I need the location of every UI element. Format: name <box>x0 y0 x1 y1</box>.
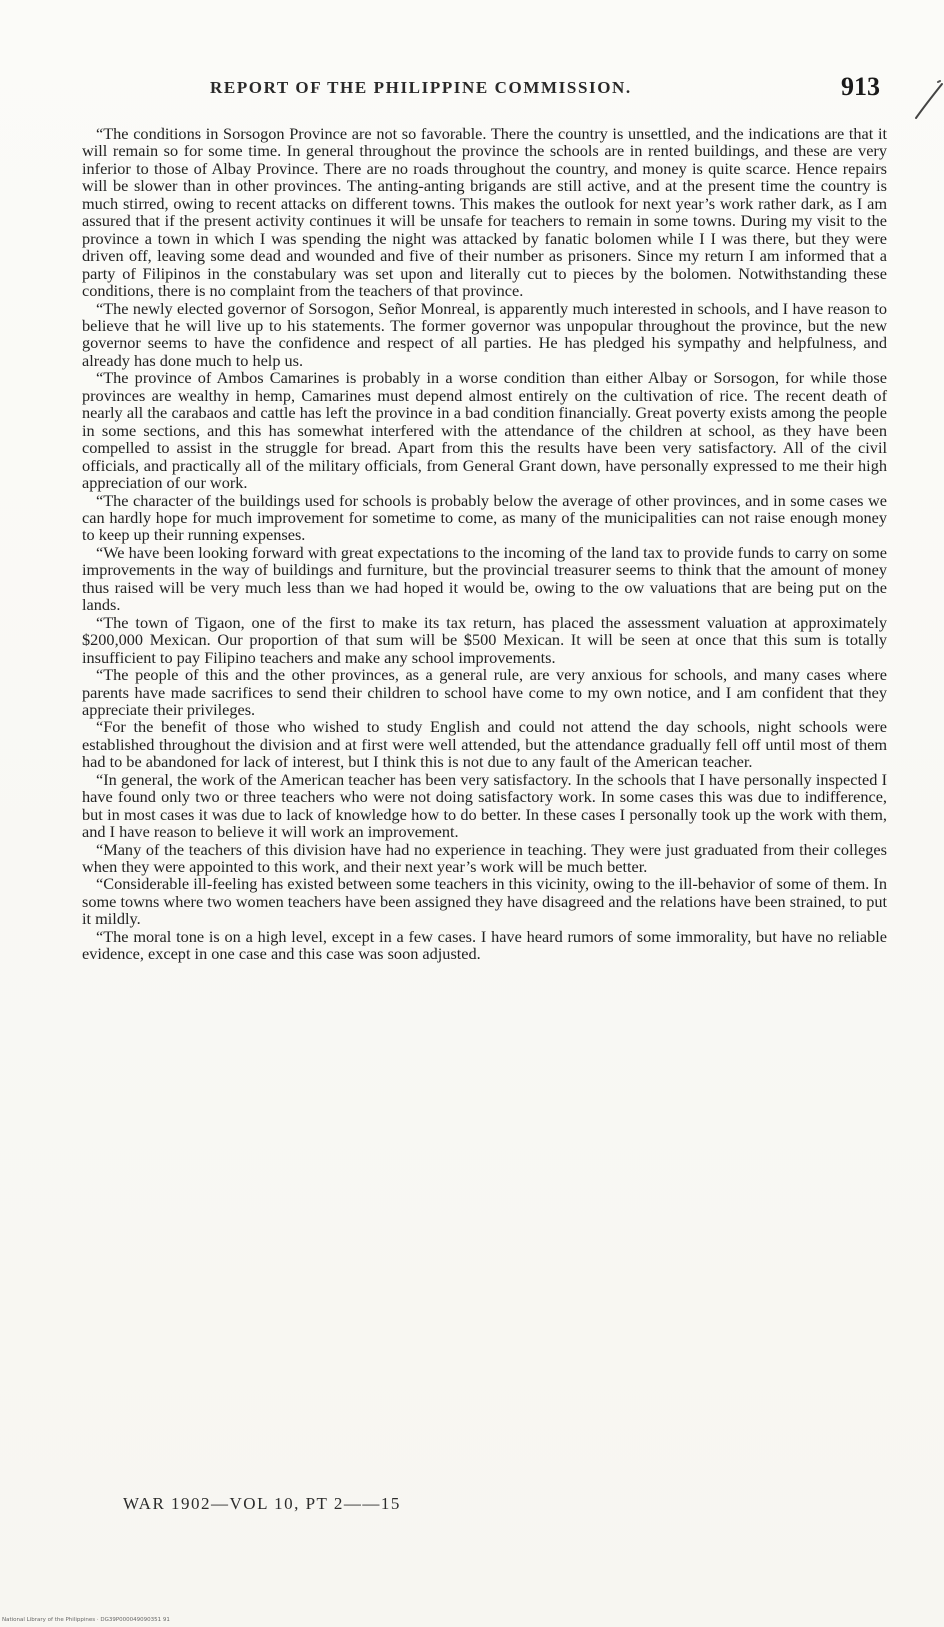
paragraph-8: “For the benefit of those who wished to study English and could not attend the day schools, night schools were established throughout the division and at first were well attended, but the attendance gradually fell off until most of them had to be abandoned for lack of interest, but I think this is not due to any fault of the American teacher. <box>82 717 887 772</box>
paragraph-2: “The newly elected governor of Sorsogon, Señor Monreal, is apparently much interested in schools, and I have reason to believe that he will live up to his statements. The former governor was unpopular throughout the province, but the new governor seems to have the confidence and respect of all parties. He has pledged his sympathy and helpfulness, and already has done much to help us. <box>82 298 887 370</box>
paragraph-1: “The conditions in Sorsogon Province are not so favorable. There the country is unsettled, and the indications are that it will remain so for some time. In general throughout the province the schools are in rented buildings, and these are very inferior to those of Albay Province. There are no roads throughout the country, and money is quite scarce. Hence repairs will be slower than in other provinces. The anting-anting brigands are still active, and at the present time the country is much stirred, owing to recent attacks on different towns. This makes the outlook for next year’s work rather dark, as I am assured that if the present activity continues it will be unsafe for teachers to remain in some towns. During my visit to the province a town in which I was spending the night was attacked by fanatic bolomen while I I was there, but they were driven off, leaving some dead and wounded and five of their number as prisoners. Since my return I am informed that a party of Filipinos in the constabulary was set upon and literally cut to pieces by the bolomen. Notwithstanding these conditions, there is no complaint from the teachers of that province. <box>82 124 887 301</box>
paragraph-4: “The character of the buildings used for schools is probably below the average of other provinces, and in some cases we can hardly hope for much improvement for sometime to come, as many of the municipalities can not raise enough money to keep up their running expenses. <box>82 490 887 545</box>
page-number: 913 <box>841 72 880 101</box>
paragraph-5: “We have been looking forward with great expectations to the incoming of the land tax to provide funds to carry on some improvements in the way of buildings and furniture, but the provincial treasurer seems to think that the amount of money thus raised will be very much less than we had hoped it would be, owing to the ow valuations that are being put on the lands. <box>82 542 887 615</box>
paragraph-6: “The town of Tigaon, one of the first to make its tax return, has placed the assessment valuation at approximately $200,000 Mexican. Our proportion of that sum will be $500 Mexican. It will be seen at once that this sum is totally insufficient to pay Filipino teachers and make any school improvements. <box>82 612 887 667</box>
paragraph-11: “Considerable ill-feeling has existed between some teachers in this vicinity, owing to the ill-behavior of some of them. In some towns where two women teachers have been assigned they have disagreed and the relations have been strained, to put it mildly. <box>82 874 887 929</box>
paragraph-10: “Many of the teachers of this division have had no experience in teaching. They were just graduated from their colleges when they were appointed to this work, and their next year’s work will be much better. <box>82 839 887 877</box>
paragraph-3: “The province of Ambos Camarines is probably in a worse condition than either Albay or Sorsogon, for while those provinces are wealthy in hemp, Camarines must depend almost entirely on the cultivation of rice. The recent death of nearly all the carabaos and cattle has left the province in a bad condition financially. Great poverty exists among the people in some sections, and this has somewhat interfered with the attendance of the children at school, as they have been compelled to assist in the struggle for bread. Apart from this the results have been very satisfactory. All of the civil officials, and practically all of the military officials, from General Grant down, have personally expressed to me their high appreciation of our work. <box>82 368 887 493</box>
pen-mark-icon <box>904 80 944 140</box>
body-text <box>82 125 887 963</box>
paragraph-7: “The people of this and the other provinces, as a general rule, are very anxious for schools, and many cases where parents have made sacrifices to send their children to school have come to my own notice, and I am confident that they appreciate their privileges. <box>82 665 887 719</box>
scan-credit: National Library of the Philippines · DG39P000049090351 91 <box>2 1617 170 1623</box>
paragraph-9: “In general, the work of the American teacher has been very satisfactory. In the schools that I have personally inspected I have found only two or three teachers who were not doing satisfactory work. In some cases this was due to indifference, but in most cases it was due to lack of knowledge how to do better. In these cases I personally took up the work with them, and I have reason to believe it will work an improvement. <box>82 769 887 842</box>
running-title: REPORT OF THE PHILIPPINE COMMISSION. <box>210 78 632 97</box>
paragraph-12: “The moral tone is on a high level, except in a few cases. I have heard rumors of some immorality, but have no reliable evidence, except in one case and this case was soon adjusted. <box>82 926 887 964</box>
signature-line: WAR 1902—VOL 10, PT 2——15 <box>123 1494 401 1513</box>
page-header <box>60 72 900 108</box>
